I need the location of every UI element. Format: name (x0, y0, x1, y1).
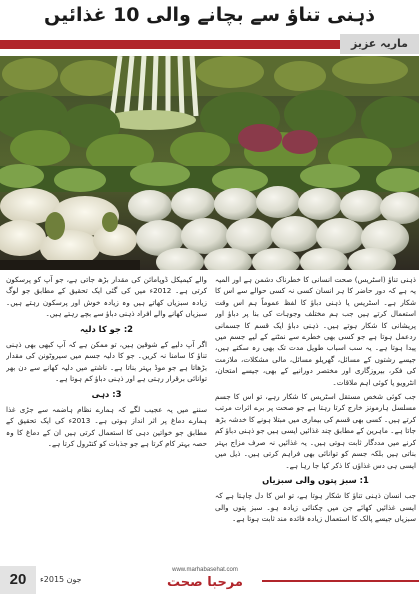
article-column-right (215, 274, 416, 564)
page-number: 20 (0, 566, 36, 594)
section-heading: 2: جو کا دلیہ (80, 323, 133, 334)
page-footer (0, 566, 419, 594)
issue-date: جون 2015ء (40, 575, 82, 584)
author-name: ماریہ عزیز (340, 34, 419, 54)
article-column-left (6, 274, 207, 564)
article-title: ذہنی تناؤ سے بچانے والی 10 غذائیں (0, 0, 419, 30)
author-bar (0, 34, 419, 54)
vegetables-photo (0, 56, 419, 270)
section-heading: 3: دہی (91, 388, 122, 399)
paragraph: اگر آپ دلیے کے شوقین ہیں، تو ممکن ہے کہ آپ کبھی بھی ذہنی تناؤ کا سامنا نہ کریں۔ جو کا دلیہ جسم میں سیروٹونن کی مقدار بڑھاتا ہے جو موڈ بہتر بناتا ہے۔ ناشتے میں دلیہ کھانے سے دن بھر توانائی برقرار رہتی ہے اور ذہنی دباؤ کم ہوتا ہے۔ (6, 340, 207, 384)
paragraph: والے کیمیکل ڈوپامائن کی مقدار بڑھ جاتی ہے، جو آپ کو پرسکون کرتی ہے۔ 2012ء میں کی گئی ایک تحقیق کے مطابق جو لوگ زیادہ سبزیاں کھاتے ہیں وہ زیادہ خوش اور پرسکون رہتے ہیں۔ سبزیاں کھانے والے افراد ذہنی دباؤ سے بچے رہتے ہیں۔ (6, 275, 207, 319)
footer-rule (262, 580, 419, 582)
website-url: www.marhabasehat.com (172, 567, 238, 573)
magazine-logo: مرحبا صحت (167, 575, 243, 590)
paragraph: جب انسان ذہنی تناؤ کا شکار ہوتا ہے، تو اس کا دل چاہتا ہے کہ ایسی غذائیں کھائے جن میں چکنائی زیادہ ہو۔ سبز پتوں والی سبزیاں جیسے پالک کا استعمال زیادہ فائدہ مند ثابت ہوتا ہے۔ (215, 491, 416, 524)
section-heading: 1: سبز پتوں والی سبزیاں (262, 474, 369, 485)
paragraph: ذہنی تناؤ (اسٹریس) صحت انسانی کا خطرناک دشمن ہے اور المیہ یہ ہے کہ دور حاضر کا ہر انسان کسی نہ کسی حوالے سے اس کا شکار ہے۔ اسٹریس یا ذہنی دباؤ کا لفظ عموماً ہم اس وقت استعمال کرتے ہیں جب ہم مختلف وجوہات کی بنا پر دباؤ اور پریشانی کا شکار ہوتے ہیں۔ ذہنی دباؤ ایک قسم کا جسمانی ردعمل ہوتا ہے جو کسی بھی خطرے سے نمٹنے کے لیے جسم میں پیدا ہوتا ہے۔ یہ سب اسباب طویل مدت تک بھی رہ سکتے ہیں، جیسے رشتوں کے مسائل، گھریلو مسائل، مالی مشکلات، ملازمت کی فکر، بیروزگاری اور مختصر دورانیے کے بھی، جیسے امتحان، انٹرویو یا کوئی اہم ملاقات۔ (215, 275, 416, 387)
paragraph: سننے میں یہ عجیب لگے کہ ہمارے نظام ہاضمہ سے جڑی غذا ہمارے دماغ پر اثر انداز ہوتی ہے۔ 2013ء کی ایک تحقیق کے مطابق جو خواتین دہی کا استعمال کرتی ہیں ان کے دماغ کا وہ حصہ بہتر کام کرتا ہے جو جذبات کو کنٹرول کرتا ہے۔ (6, 405, 207, 449)
paragraph: جب کوئی شخص مستقل اسٹریس کا شکار رہے، تو اس کا جسم مسلسل ہارمونز خارج کرتا رہتا ہے جو صحت پر برے اثرات مرتب کرتے ہیں۔ کسی بھی قسم کی بیماری میں مبتلا ہونے کا خدشہ بڑھ جاتا ہے۔ ماہرین کے مطابق چند غذائیں ایسی ہیں جو ذہنی دباؤ کم کرنے میں مددگار ثابت ہوتی ہیں۔ یہ غذائیں نہ صرف مزاج بہتر بناتی ہیں بلکہ جسم کو توانائی بھی فراہم کرتی ہیں۔ ذیل میں ایسی ہی دس غذاؤں کا ذکر کیا جا رہا ہے۔ (215, 392, 416, 470)
red-rule (0, 40, 340, 49)
